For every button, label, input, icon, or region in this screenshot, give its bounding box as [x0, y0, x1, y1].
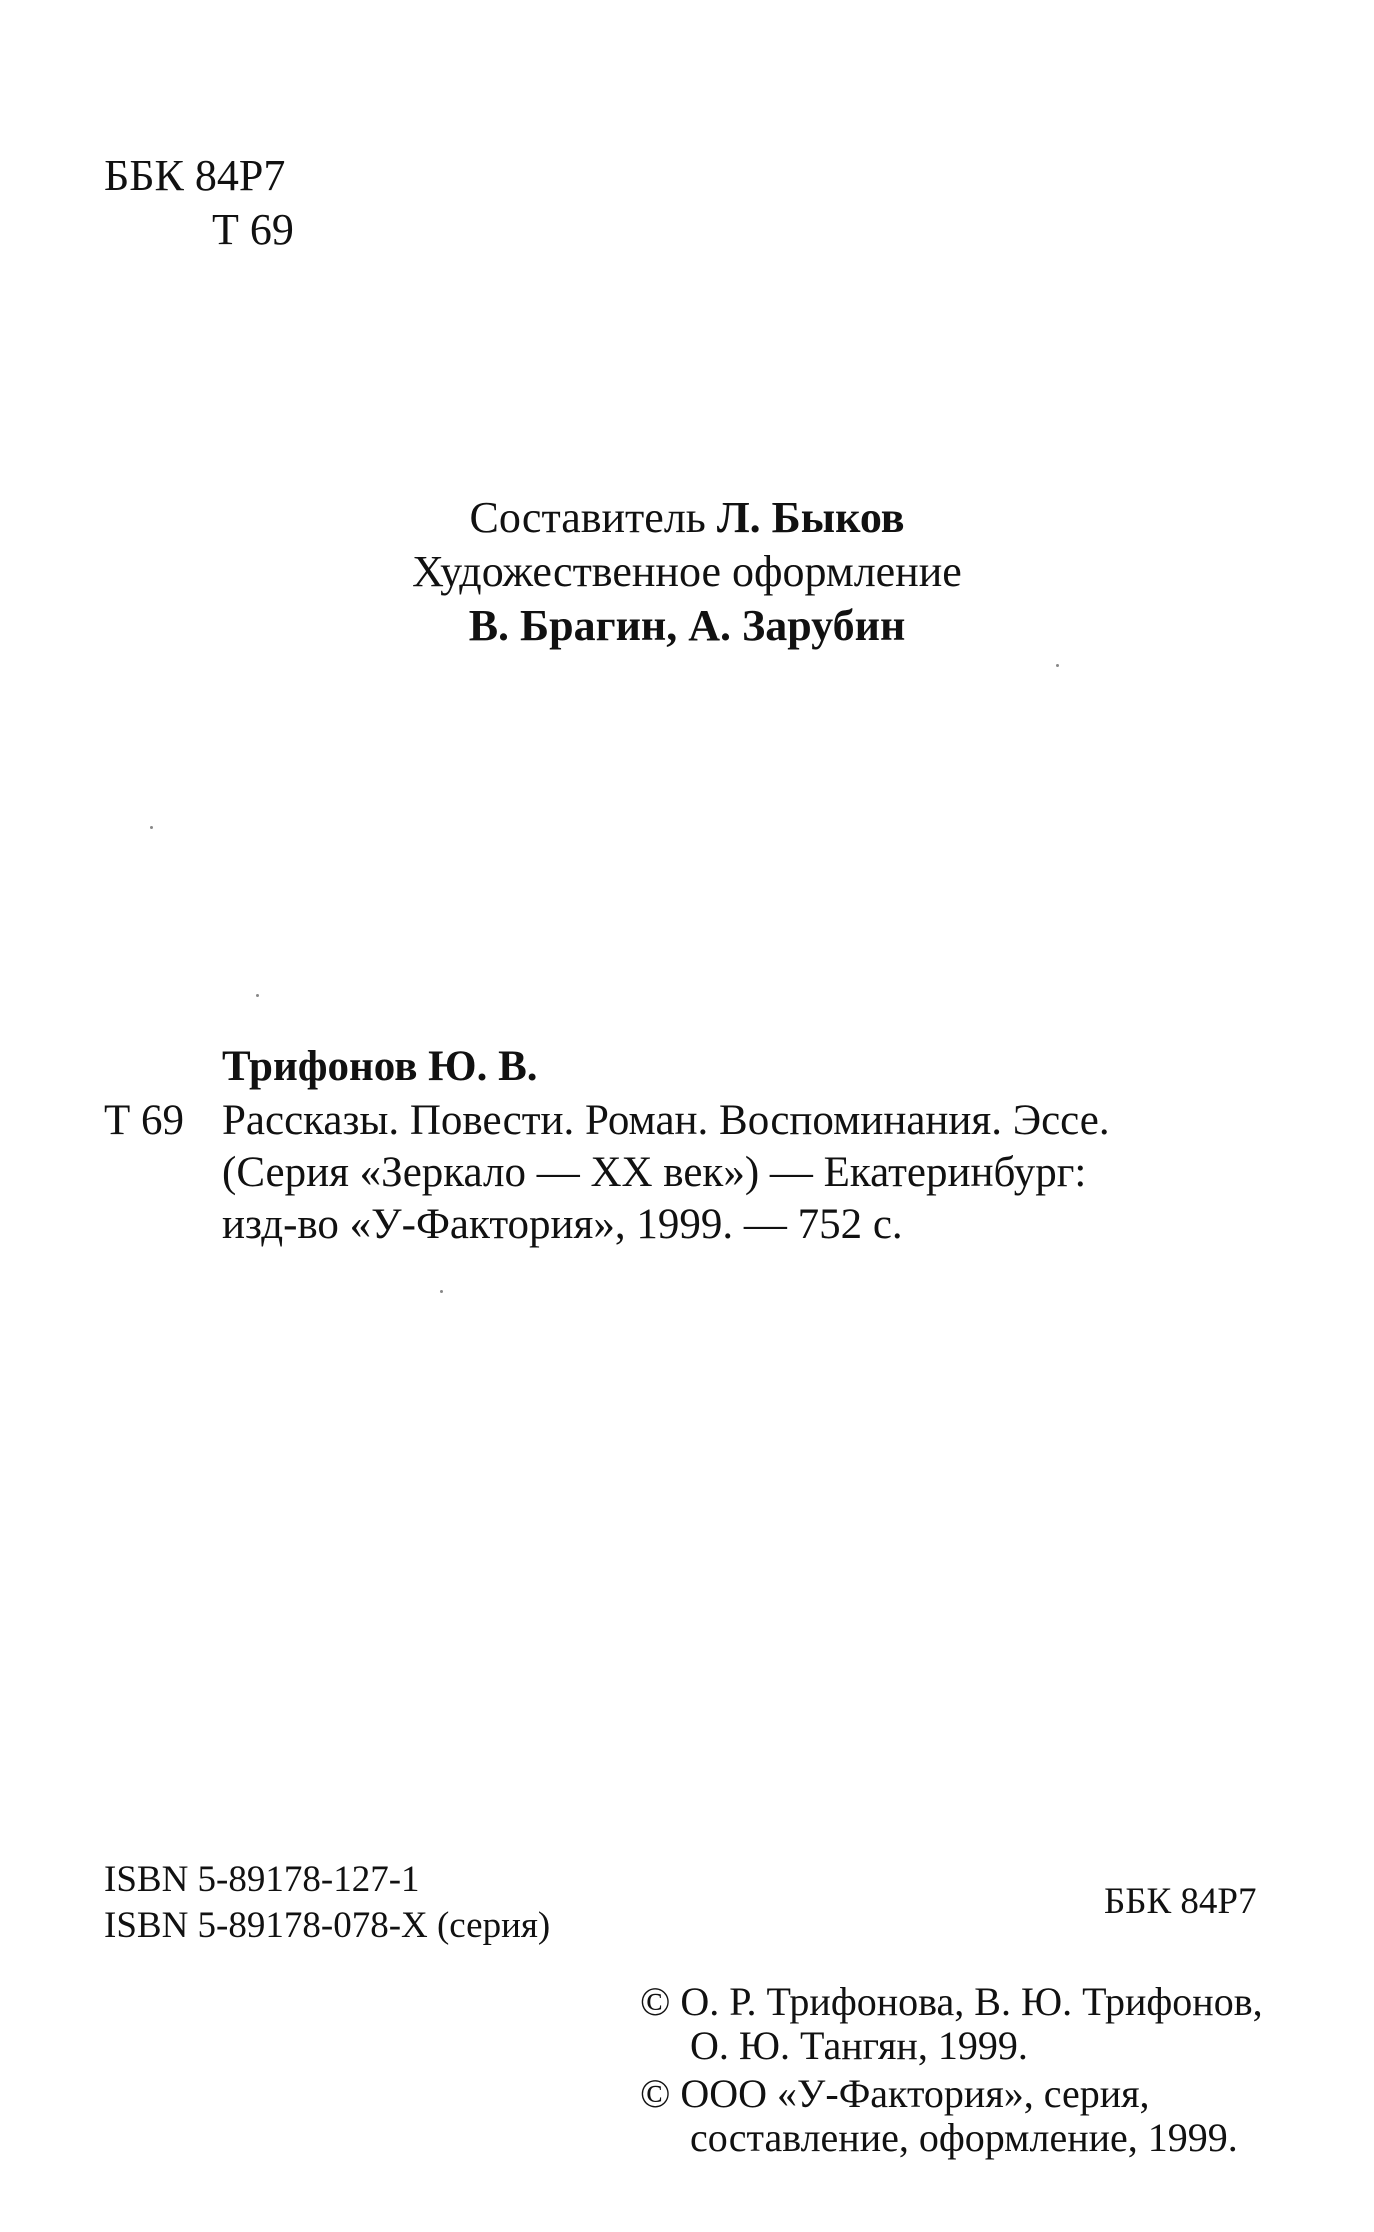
- bbk-code-bottom: ББК 84Р7: [1104, 1881, 1257, 1922]
- bbk-code-top: ББК 84Р7: [104, 151, 286, 200]
- catalog-line-2: (Серия «Зеркало — XX век») — Екатеринбург:: [222, 1149, 1087, 1196]
- isbn-main: ISBN 5-89178-127-1: [104, 1859, 420, 1900]
- catalog-line-1: Рассказы. Повести. Роман. Воспоминания. Эссе.: [222, 1097, 1110, 1144]
- catalog-index-code: Т 69: [104, 1097, 185, 1144]
- designers-names: В. Брагин, А. Зарубин: [468, 601, 906, 650]
- catalog-author: Трифонов Ю. В.: [222, 1043, 538, 1090]
- compiler-line: [0, 492, 1374, 543]
- catalog-line-3: изд-во «У-Фактория», 1999. — 752 с.: [222, 1201, 903, 1248]
- compiler-label: Составитель: [469, 493, 706, 542]
- compiler-name: Л. Быков: [716, 493, 905, 542]
- copyright-entry-1-line-1: © О. Р. Трифонова, В. Ю. Трифонов,: [640, 1979, 1263, 2024]
- index-code-top: Т 69: [212, 205, 294, 254]
- scan-speck: [1056, 664, 1059, 667]
- scan-speck: [150, 826, 153, 829]
- copyright-entry-2-line-2: составление, оформление, 1999.: [690, 2115, 1238, 2160]
- design-label: Художественное оформление: [412, 547, 962, 596]
- copyright-entry-2-line-1: © ООО «У-Фактория», серия,: [640, 2071, 1150, 2116]
- copyright-entry-1-line-2: О. Ю. Тангян, 1999.: [690, 2023, 1028, 2068]
- isbn-series: ISBN 5-89178-078-X (серия): [104, 1905, 551, 1946]
- scan-speck: [440, 1290, 443, 1293]
- scan-speck: [256, 994, 259, 997]
